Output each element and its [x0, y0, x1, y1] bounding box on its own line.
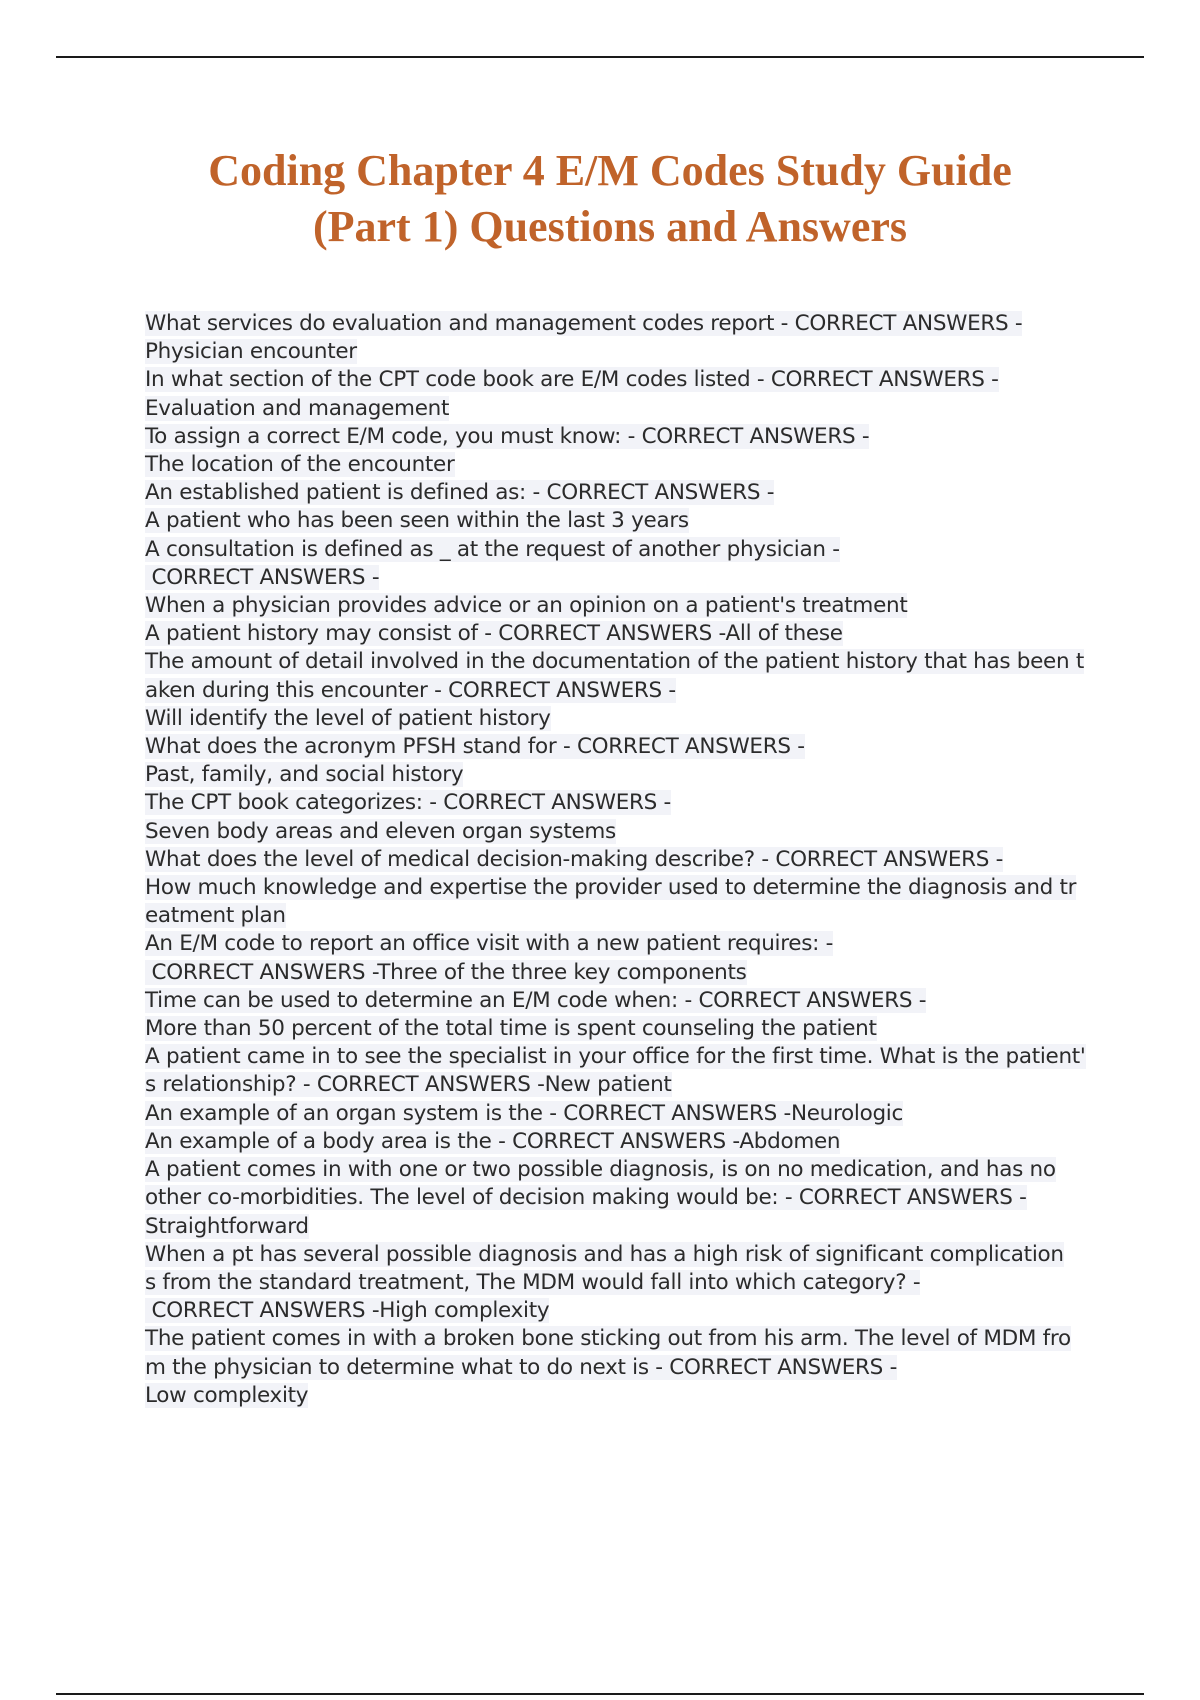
title-line-2: (Part 1) Questions and Answers [312, 202, 908, 251]
qa-line-text: m the physician to determine what to do next is - CORRECT ANSWERS - [145, 1354, 898, 1380]
qa-line-text: Evaluation and management [145, 395, 450, 421]
qa-line-text: CORRECT ANSWERS -High complexity [145, 1298, 550, 1324]
qa-line [145, 789, 1095, 817]
qa-line-text: A patient comes in with one or two possible diagnosis, is on no medication, and has no [145, 1157, 1056, 1183]
qa-line [145, 564, 1095, 592]
qa-line [145, 930, 1095, 958]
qa-line-text: A patient came in to see the specialist in your office for the first time. What is the patient' [145, 1044, 1086, 1070]
qa-line-text: What services do evaluation and management codes report - CORRECT ANSWERS - [145, 311, 1023, 336]
header-rule [56, 56, 1144, 58]
qa-line-text: Will identify the level of patient history [145, 705, 551, 731]
qa-line-text: Past, family, and social history [145, 762, 464, 788]
qa-line-text: s relationship? - CORRECT ANSWERS -New patient [145, 1072, 672, 1098]
qa-line-text: What does the acronym PFSH stand for - CORRECT ANSWERS - [145, 734, 805, 760]
qa-line-text: An example of a body area is the - CORRECT ANSWERS -Abdomen [145, 1128, 841, 1154]
qa-line [145, 366, 1095, 394]
qa-line [145, 1354, 1095, 1382]
qa-line [145, 846, 1095, 874]
qa-line [145, 1325, 1095, 1353]
qa-line-text: A consultation is defined as _ at the request of another physician - [145, 536, 840, 562]
qa-line [145, 1184, 1095, 1212]
qa-line-text: Straightforward [145, 1213, 309, 1239]
qa-line-text: Physician encounter [145, 339, 357, 365]
qa-line [145, 874, 1095, 902]
qa-line [145, 1269, 1095, 1297]
qa-line [145, 592, 1095, 620]
qa-line [145, 1156, 1095, 1184]
title-line-1: Coding Chapter 4 E/M Codes Study Guide [208, 146, 1012, 195]
qa-line [145, 1071, 1095, 1099]
qa-line [145, 648, 1095, 676]
qa-line-text: Time can be used to determine an E/M code when: - CORRECT ANSWERS - [145, 987, 927, 1013]
qa-line-text: When a physician provides advice or an opinion on a patient's treatment [145, 593, 908, 619]
qa-line [145, 310, 1095, 338]
qa-line [145, 677, 1095, 705]
qa-line [145, 507, 1095, 535]
qa-line-text: CORRECT ANSWERS - [145, 564, 380, 590]
qa-line-text: An example of an organ system is the - CORRECT ANSWERS -Neurologic [145, 1100, 903, 1126]
qa-line [145, 902, 1095, 930]
qa-line-text: Low complexity [145, 1382, 309, 1408]
qa-line-text: More than 50 percent of the total time is spent counseling the patient [145, 1016, 877, 1042]
footer-rule [56, 1693, 1144, 1695]
qa-line [145, 733, 1095, 761]
qa-line-text: A patient who has been seen within the last 3 years [145, 508, 689, 534]
qa-line-text: The patient comes in with a broken bone sticking out from his arm. The level of MDM fro [145, 1326, 1071, 1352]
qa-line [145, 1213, 1095, 1241]
qa-line [145, 987, 1095, 1015]
qa-line-text: An E/M code to report an office visit with a new patient requires: - [145, 931, 834, 957]
qa-line-text: An established patient is defined as: - CORRECT ANSWERS - [145, 480, 775, 506]
qa-line-text: The amount of detail involved in the documentation of the patient history that has been t [145, 649, 1084, 675]
qa-line [145, 1043, 1095, 1071]
qa-line [145, 423, 1095, 451]
qa-line-text: To assign a correct E/M code, you must know: - CORRECT ANSWERS - [145, 423, 870, 449]
qa-line-text: The CPT book categorizes: - CORRECT ANSWERS - [145, 790, 671, 816]
document-title [120, 143, 1100, 255]
qa-list [145, 310, 1095, 1410]
qa-line-text: What does the level of medical decision-making describe? - CORRECT ANSWERS - [145, 846, 1004, 872]
qa-line-text: eatment plan [145, 903, 286, 929]
qa-line [145, 761, 1095, 789]
qa-line-text: s from the standard treatment, The MDM would fall into which category? - [145, 1269, 921, 1295]
qa-line [145, 536, 1095, 564]
qa-line-text: Seven body areas and eleven organ systems [145, 818, 616, 844]
qa-line [145, 1382, 1095, 1410]
qa-line-text: When a pt has several possible diagnosis and has a high risk of significant complication [145, 1241, 1064, 1267]
qa-line [145, 1100, 1095, 1128]
qa-line-text: CORRECT ANSWERS -Three of the three key components [145, 959, 747, 985]
qa-line-text: aken during this encounter - CORRECT ANSWERS - [145, 677, 676, 703]
qa-line [145, 338, 1095, 366]
qa-line [145, 1241, 1095, 1269]
qa-line [145, 451, 1095, 479]
qa-line-text: The location of the encounter [145, 452, 455, 478]
qa-line-text: How much knowledge and expertise the provider used to determine the diagnosis and tr [145, 875, 1077, 901]
qa-line [145, 479, 1095, 507]
qa-line [145, 1128, 1095, 1156]
qa-line [145, 818, 1095, 846]
qa-line [145, 1297, 1095, 1325]
qa-line [145, 395, 1095, 423]
qa-line [145, 1015, 1095, 1043]
qa-line [145, 959, 1095, 987]
qa-line-text: In what section of the CPT code book are E/M codes listed - CORRECT ANSWERS - [145, 367, 999, 393]
qa-line-text: other co-morbidities. The level of decision making would be: - CORRECT ANSWERS - [145, 1185, 1027, 1211]
qa-line-text: A patient history may consist of - CORRECT ANSWERS -All of these [145, 621, 843, 647]
qa-line [145, 705, 1095, 733]
qa-line [145, 620, 1095, 648]
